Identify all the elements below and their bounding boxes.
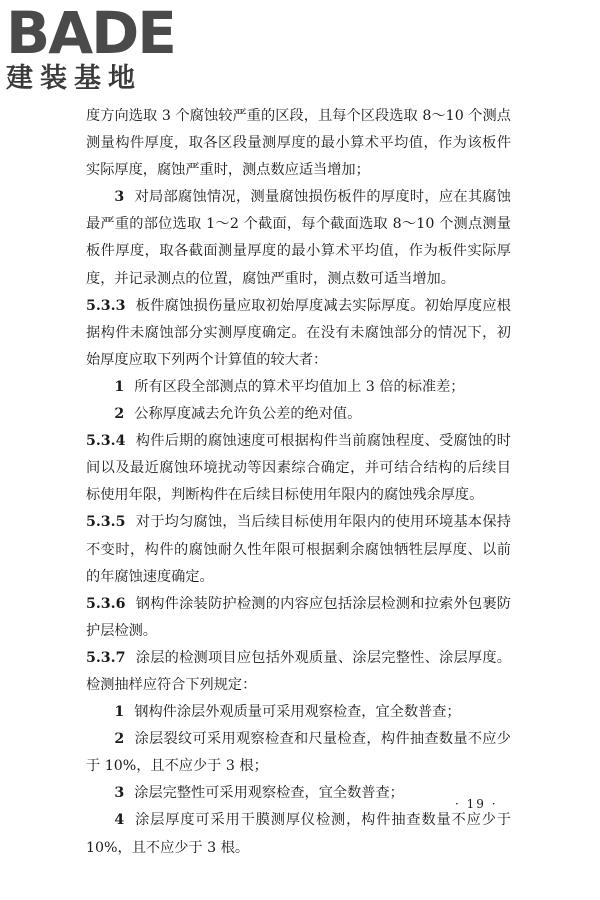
list-item: 1 钢构件涂层外观质量可采用观察检查，宜全数普查；	[114, 704, 461, 721]
list-item: 3 对局部腐蚀情况，测量腐蚀损伤板件的厚度时，应在其腐蚀最严重的部位选取 1～2 个截面，每个截面选取 8～10 个测点测量板件厚度，取各截面测量厚度的最小算术平均值，作为板件实际厚度，并记录测点的位置，腐蚀严重时，测点数可适当增加。	[86, 189, 511, 287]
list-item: 2 涂层裂纹可采用观察检查和尺量检查，构件抽查数量不应少于 10%，且不应少于 3 根；	[86, 731, 511, 775]
list-item: 3 涂层完整性可采用观察检查，宜全数普查；	[114, 785, 404, 802]
bade-logo	[6, 0, 181, 96]
clause-paragraph: 5.3.5 对于均匀腐蚀，当后续目标使用年限内的使用环境基本保持不变时，构件的腐蚀耐久性年限可根据剩余腐蚀牺牲层厚度、以前的年腐蚀速度确定。	[86, 514, 511, 585]
page-number: · 19 ·	[455, 797, 498, 811]
paragraph-continuation: 度方向选取 3 个腐蚀较严重的区段，且每个区段选取 8～10 个测点测量构件厚度，取各区段量测厚度的最小算术平均值，作为该板件实际厚度，腐蚀严重时，测点数应适当增加；	[86, 108, 511, 179]
logo-subtitle: 建装基地	[6, 63, 142, 94]
clause-paragraph: 5.3.4 构件后期的腐蚀速度可根据构件当前腐蚀程度、受腐蚀的时间以及最近腐蚀环境扰动等因素综合确定，并可结合结构的后续目标使用年限，判断构件在后续目标使用年限内的腐蚀残余厚度。	[86, 433, 511, 504]
document-body	[86, 103, 511, 862]
clause-paragraph: 5.3.6 钢构件涂装防护检测的内容应包括涂层检测和拉索外包裹防护层检测。	[86, 595, 511, 639]
clause-paragraph: 5.3.3 板件腐蚀损伤量应取初始厚度减去实际厚度。初始厚度应根据构件未腐蚀部分实测厚度确定。在没有未腐蚀部分的情况下，初始厚度应取下列两个计算值的较大者：	[86, 297, 511, 368]
list-item: 1 所有区段全部测点的算术平均值加上 3 倍的标准差；	[114, 378, 465, 395]
list-item: 4 涂层厚度可采用干膜测厚仪检测，构件抽查数量不应少于 10%，且不应少于 3 根。	[86, 812, 511, 856]
logo-wordmark: BADE	[6, 0, 175, 67]
clause-paragraph: 5.3.7 涂层的检测项目应包括外观质量、涂层完整性、涂层厚度。检测抽样应符合下列规定：	[86, 649, 511, 693]
list-item: 2 公称厚度减去允许负公差的绝对值。	[114, 406, 362, 423]
